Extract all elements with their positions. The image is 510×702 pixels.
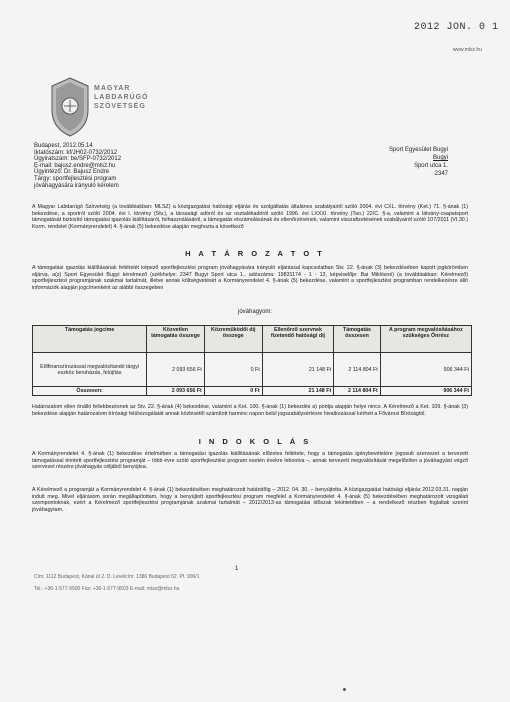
page-number: 1 (235, 566, 239, 572)
mlsz-crest-icon (48, 76, 92, 138)
reference-block: Budapest, 2012.05.14 Iktatószám: kf/JH02-0732/2012 Ügyiratszám: be/SFP-0732/2012 E-mail: bajusz.endre@mlsz.hu Ügyintéző: Dr. Bajusz Endre Tárgy: sportfejlesztési program jóváhagyására irányuló kérelem (34, 143, 122, 189)
logo-text: MAGYAR LABDARÚGÓ SZÖVETSÉG (94, 85, 149, 110)
scan-mark (343, 688, 346, 691)
footer-contact: Tel.: +36-1-577-9500 Fax: +36-1-577-9503 E-mail: mlsz@mlsz.hu (34, 586, 180, 592)
recipient-address: Sport Egyesület Bugyi Bugyi Sport utca 1. 2347 (388, 147, 448, 177)
reasoning-paragraph-1: A Kormányrendelet 4. §-ának (1) bekezdése értelmében a támogatási igazolás kiállításának előzetes feltétele, hogy a támogatás igénybevételére jogosult szervezet a tervezett támogatással érintett sportfejlesztési programját – több évre szóló sportfejlesztési program esetén évekre lebontva –, annak tervezett megvalósítását megelőzően a jóváhagyást végző szervezet részére jóváhagyás céljából benyújtsa. (32, 451, 468, 471)
reasoning-heading: I N D O K O L Á S (198, 437, 312, 446)
footer-address: Cím: 1112 Budapest, Kánai út 2. D. Levélcím: 1386 Budapest 62. Pf. 906/1 (34, 574, 200, 580)
approve-label: jóváhagyom: (237, 309, 273, 315)
intro-paragraph: A Magyar Labdarúgó Szövetség (a továbbiakban: MLSZ) a közigazgatási hatósági eljárás és szolgáltatás általános szabályairól szóló 2004. évi CXL. törvény (Ket.) 71. §-ának (1) bekezdése, a sportról szóló 2004. évi I. törvény (Stv.), a társasági adóról és az osztalékadóról szóló 1996. évi LXXXI. törvény (Tao.) 22/C. §-a, valamint a látvány-csapatsport támogatását biztosító támogatási igazolás kiállításáról, felhasználásáról, a támogatás elszámolásának és ellenőrzésének, valamint visszafizetésének szabályairól szóló 107/2011 (VI.30.) Korm. rendelet (Kormányrendelet) 4. §-ának (5) bekezdése alapján meghozta a következő (32, 204, 468, 230)
table-total-row: Összesen: 2 093 656 Ft 0 Ft 21 148 Ft 2 114 804 Ft 906 344 Ft (33, 387, 472, 396)
reasoning-paragraph-2: A Kérelmező a programját a Kormányrendelet 4. §-ának (1) bekezdésében meghatározott határidőig – 2012. 04. 30. – benyújtotta. A közigazgatási hatósági eljárás 2012.03.31. napján indult meg. Mivel eljárásom során megállapítottam, hogy a benyújtott sportfejlesztési program megfelel a Kormányrendelet 4. §-ának (5) bekezdésében meghatározott vizsgálati szempontoknak, ezért a Kérelmező sportfejlesztési programjának szakmai tartalmát – 2012/2013-as támogatási időszak tekintetében – a rendelkező részben foglaltak szerint jóváhagytam. (32, 487, 468, 513)
website-url: www.mlsz.hu (452, 47, 482, 53)
table-header-row: Támogatás jogcíme Közvetlen támogatás összege Közreműködői díj összege Ellenőrző szervnek fizetendő hatósági díj Támogatás összesen A program megvalósításához szükséges Önrész (33, 326, 472, 353)
decision-heading: H A T Á R O Z A T O T (185, 249, 325, 258)
date-stamp: 2012 JON. 0 1 (414, 22, 499, 33)
decision-paragraph: A támogatási igazolás kiállításának feltételét képező sportfejlesztési program jóváhagyására irányuló eljárással kapcsolatban Stv. 22. §-ának (3) bekezdésében kapott jogkörömben eljárva, a(z) Sport Egyesület Bugyi kérelmező (székhelye: 2347 Bugyi Sport utca 1., adószáma: 19831174 - 1 - 13, képviselője: Bai Miklósné) (a továbbiakban: Kérelmező) sportfejlesztési programjának szakmai tartalmát, illetve annak költségvetését a Kormányrendelet 4. §-ának (5) bekezdése, valamint a sportfejlesztési programban rendelkezésre álló információk alapján jogcímenként az alábbi összegeben (32, 265, 468, 291)
support-table (32, 325, 472, 396)
table-row: Előfinanszírozással megvalósítandó tárgyi eszköz beruházás, felújítás 2 093 656 Ft 0 Ft 21 148 Ft 2 114 804 Ft 906 344 Ft (33, 353, 472, 387)
appeal-paragraph: Határozatom ellen önálló fellebbezésnek az Stv. 22. §-ának (4) bekezdése, valamint a Ket. 100. §-ának (1) bekezdés a) pontja alapján helye nincs. A Kérelmező a Ket. 109. §-ának (3) bekezdése alapján határozatom bírósági felülvizsgálatát annak közlésétől számított harminc napon belül jogszabálysértésre hivatkozással kérheti a Fővárosi Bíróságtól. (32, 404, 468, 417)
